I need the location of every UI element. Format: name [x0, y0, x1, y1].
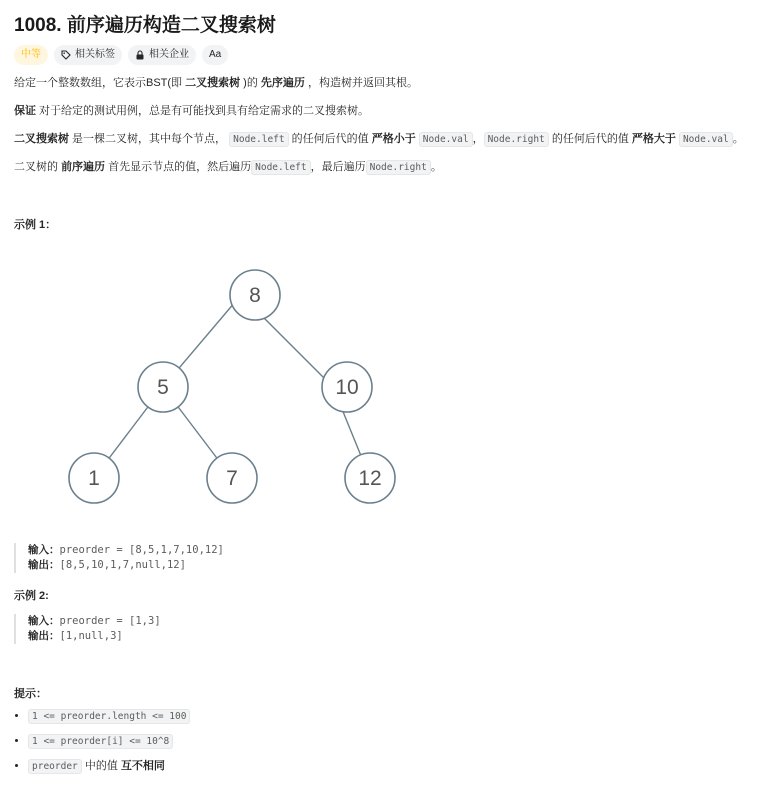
hint-item [28, 729, 190, 754]
text: 。 [430, 161, 442, 173]
inline-code: Node.right [366, 160, 431, 175]
text: 首先显示节点的值，然后遍历 [105, 161, 252, 173]
related-tags-label: 相关标签 [75, 49, 115, 60]
page-title: 1008. 前序遍历构造二叉搜索树 [14, 15, 276, 36]
font-size-button[interactable] [202, 45, 228, 65]
inline-code: Node.left [251, 160, 310, 175]
text: 中的值 [81, 760, 121, 772]
description-paragraph-1 [14, 75, 418, 91]
example-1-output: [8,5,10,1,7,null,12] [59, 559, 186, 571]
bold-text: 二叉搜索树 [185, 77, 241, 89]
tree-node-label: 1 [88, 467, 100, 490]
lock-icon [135, 50, 145, 60]
example-1-output-line [28, 558, 224, 573]
inline-code: Node.val [419, 132, 473, 147]
tag-bar [14, 45, 228, 65]
hint-code: preorder [28, 759, 82, 774]
example-1-block [14, 543, 224, 573]
tree-node-label: 5 [157, 376, 169, 399]
description-paragraph-4 [14, 159, 442, 176]
hint-item [28, 754, 190, 779]
bold-text: 严格小于 [371, 133, 416, 145]
example-1-input-line [28, 543, 224, 558]
hint-code: 1 <= preorder.length <= 100 [28, 709, 190, 724]
inline-code: Node.val [679, 132, 733, 147]
text: 的任何后代的值 [288, 133, 372, 145]
input-label: 输入： [28, 544, 60, 556]
example-2-input: preorder = [1,3] [59, 615, 161, 627]
tree-node-label: 7 [226, 467, 238, 490]
example-1-input: preorder = [8,5,1,7,10,12] [59, 544, 224, 556]
hint-item [28, 704, 190, 729]
text: ，构造树并返回其根。 [304, 77, 418, 89]
example-2-output-line [28, 629, 161, 644]
input-label: 输入： [28, 615, 60, 627]
tree-node-label: 12 [358, 467, 382, 490]
tag-icon [61, 50, 71, 60]
related-companies-button[interactable] [128, 45, 196, 65]
inline-code: Node.right [484, 132, 549, 147]
bold-text: 先序遍历 [260, 77, 305, 89]
inline-code: Node.left [229, 132, 288, 147]
output-label: 输出： [28, 559, 60, 571]
bold-text: 严格大于 [631, 133, 676, 145]
related-tags-button[interactable] [54, 45, 122, 65]
bold-text: 二叉搜索树 [14, 133, 69, 145]
text: 的任何后代的值 [548, 133, 632, 145]
difficulty-badge[interactable]: 中等 [14, 45, 48, 65]
text: 二叉树的 [14, 161, 62, 173]
example-1-tree-image [54, 262, 399, 512]
example-2-heading: 示例 2: [14, 590, 49, 602]
bold-text: 前序遍历 [61, 161, 106, 173]
description-paragraph-2 [14, 103, 369, 119]
text: 对于给定的测试用例，总是有可能找到具有给定需求的二叉搜索树。 [36, 105, 370, 117]
text: ， [472, 133, 484, 145]
output-label: 输出： [28, 630, 60, 642]
text: 给定一个整数数组，它表示BST(即 [14, 77, 186, 89]
hints-heading: 提示： [14, 688, 47, 700]
tree-node-label: 10 [335, 376, 359, 399]
text: ，最后遍历 [310, 161, 366, 173]
bold-text: 保证 [14, 105, 36, 117]
text: )的 [240, 77, 261, 89]
example-1-heading: 示例 1： [14, 219, 57, 231]
text: 。 [732, 133, 744, 145]
tree-node-label: 8 [249, 284, 261, 307]
description-paragraph-3 [14, 131, 744, 148]
hint-code: 1 <= preorder[i] <= 10^8 [28, 734, 173, 749]
font-icon: Aa [209, 49, 222, 60]
related-companies-label: 相关企业 [149, 49, 189, 60]
example-2-block [14, 614, 161, 644]
example-2-output: [1,null,3] [59, 630, 123, 642]
example-2-input-line [28, 614, 161, 629]
bold-text: 互不相同 [120, 760, 165, 772]
text: 是一棵二叉树，其中每个节点， [69, 133, 227, 145]
hints-list [14, 704, 190, 779]
